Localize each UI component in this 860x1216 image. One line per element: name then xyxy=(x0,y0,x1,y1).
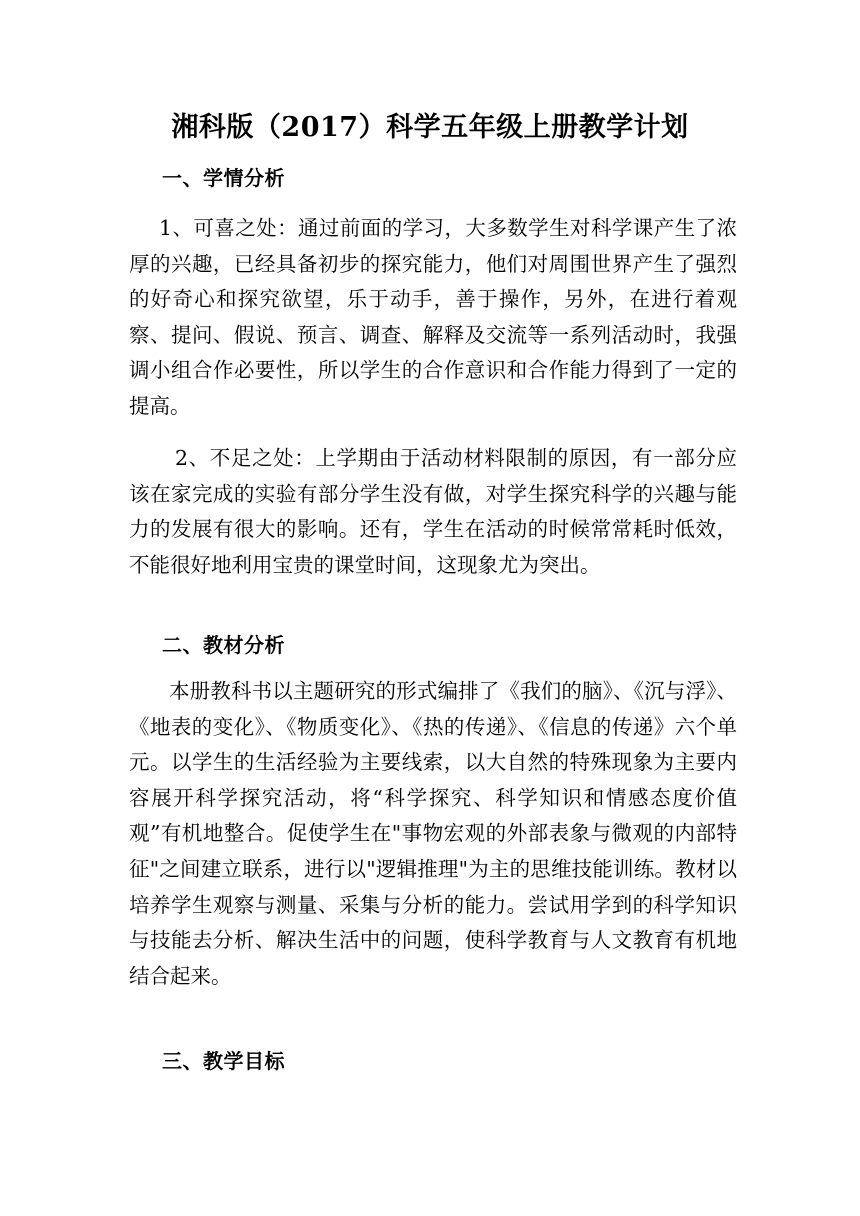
section-heading-textbook-analysis: 二、教材分析 xyxy=(162,633,285,657)
paragraph-strengths: 1、可喜之处：通过前面的学习，大多数学生对科学课产生了浓厚的兴趣，已经具备初步的探究能力，他们对周围世界产生了强烈的好奇心和探究欲望，乐于动手，善于操作，另外，在进行着观察、提问、假说、预言、调查、解释及交流等一系列活动时，我强调小组合作必要性，所以学生的合作意识和合作能力得到了一定的提高。 xyxy=(129,216,737,418)
section-heading-learning-analysis: 一、学情分析 xyxy=(162,166,285,190)
section-heading-teaching-goals: 三、教学目标 xyxy=(162,1049,285,1073)
document-title: 湘科版（2017）科学五年级上册教学计划 xyxy=(171,112,689,143)
paragraph-weaknesses: 2、不足之处：上学期由于活动材料限制的原因，有一部分应该在家完成的实验有部分学生没有做，对学生探究科学的兴趣与能力的发展有很大的影响。还有，学生在活动的时候常常耗时低效，不能很好地利用宝贵的课堂时间，这现象尤为突出。 xyxy=(129,446,737,577)
paragraph-textbook: 本册教科书以主题研究的形式编排了《我们的脑》、《沉与浮》、《地表的变化》、《物质变化》、《热的传递》、《信息的传递》六个单元。以学生的生活经验为主要线索，以大自然的特殊现象为主要内容展开科学探究活动，将“科学探究、科学知识和情感态度价值观”有机地整合。促使学生在"事物宏观的外部表象与微观的内部特征"之间建立联系，进行以"逻辑推理"为主的思维技能训练。教材以培养学生观察与测量、采集与分析的能力。尝试用学到的科学知识与技能去分析、解决生活中的问题，使科学教育与人文教育有机地结合起来。 xyxy=(129,679,737,988)
